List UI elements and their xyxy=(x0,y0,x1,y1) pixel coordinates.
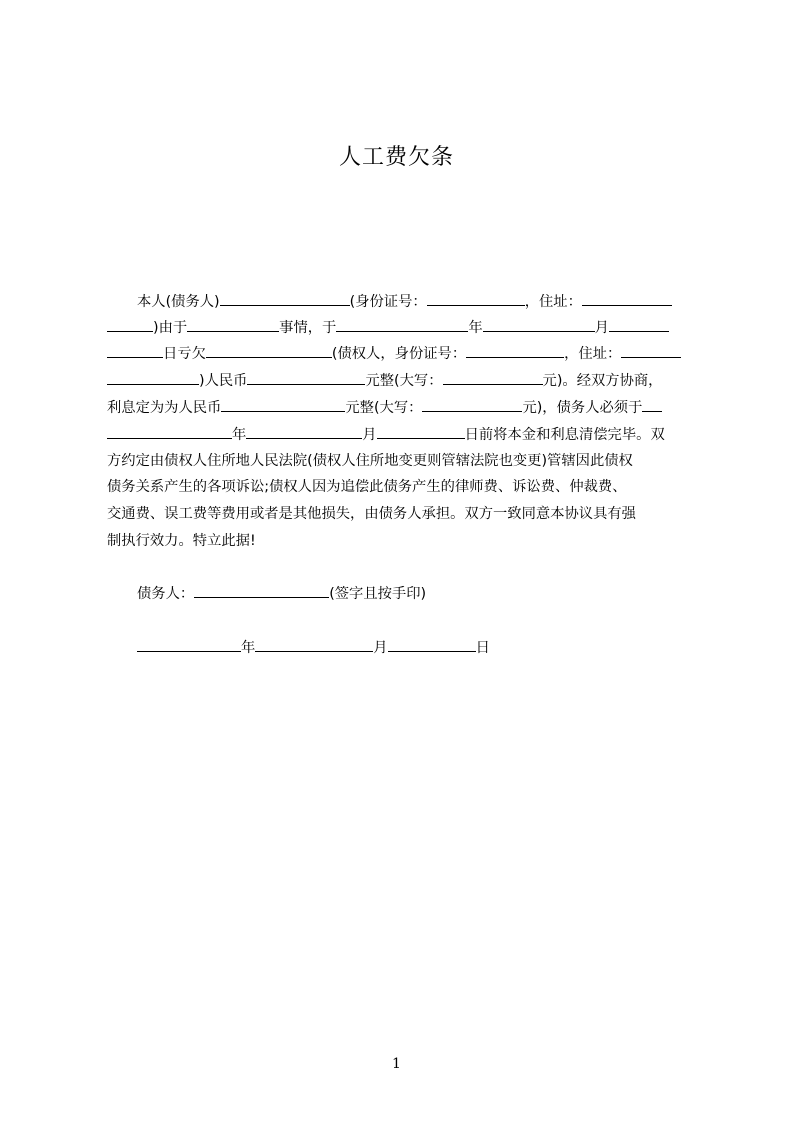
interest-capital-blank[interactable] xyxy=(422,396,522,412)
debtor-label: 本人(债务人) xyxy=(137,294,220,310)
page-number: 1 xyxy=(392,1056,401,1072)
signature-blank[interactable] xyxy=(194,582,329,598)
creditor-address-blank[interactable] xyxy=(621,342,681,358)
interest-capital-label: 元整(大写： xyxy=(345,400,423,416)
body-line-7: 方约定由债权人住所地人民法院(债权人住所地变更则管辖法院也变更)管辖因此债权 xyxy=(107,453,633,469)
sign-year-label: 年 xyxy=(241,640,256,656)
debtor-name-blank[interactable] xyxy=(220,290,350,306)
month-label: 月 xyxy=(594,320,609,336)
debtor-address-blank[interactable] xyxy=(582,290,672,306)
creditor-id-label: (债权人，身份证号： xyxy=(331,346,467,362)
month-blank[interactable] xyxy=(483,316,595,332)
year-blank[interactable] xyxy=(336,316,468,332)
body-line-3 xyxy=(107,342,700,364)
sign-day-blank[interactable] xyxy=(388,636,476,652)
interest-amount-blank[interactable] xyxy=(221,396,345,412)
sign-month-blank[interactable] xyxy=(255,636,373,652)
body-line-5 xyxy=(107,396,700,418)
deadline-day-blank[interactable] xyxy=(377,423,465,439)
day-blank-cont[interactable] xyxy=(107,342,163,358)
agreement-label: 元)。经双方协商， xyxy=(542,373,663,389)
sign-day-label: 日 xyxy=(475,640,490,656)
day-blank[interactable] xyxy=(609,316,669,332)
creditor-address-label: ，住址： xyxy=(564,346,622,362)
body-line-6 xyxy=(107,423,700,445)
deadline-clause: 日前将本金和利息清偿完毕。双 xyxy=(464,427,665,443)
address-label: ，住址： xyxy=(524,294,582,310)
debtor-address-blank-cont[interactable] xyxy=(107,316,153,332)
sign-month-label: 月 xyxy=(373,640,388,656)
body-line-4 xyxy=(107,369,700,391)
principal-amount-blank[interactable] xyxy=(247,369,365,385)
signature-line xyxy=(107,582,700,604)
creditor-id-blank[interactable] xyxy=(466,342,564,358)
deadline-label: 元)，债务人必须于 xyxy=(522,400,643,416)
creditor-name-blank[interactable] xyxy=(206,342,332,358)
debtor-id-blank[interactable] xyxy=(427,290,525,306)
principal-capital-blank[interactable] xyxy=(443,369,543,385)
signature-note: (签字且按手印) xyxy=(329,586,427,602)
owe-label: 日亏欠 xyxy=(163,346,206,362)
year-label: 年 xyxy=(468,320,483,336)
body-line-8: 债务关系产生的各项诉讼;债权人因为追偿此债务产生的律师费、诉讼费、仲裁费、 xyxy=(107,479,627,495)
creditor-address-blank-cont[interactable] xyxy=(107,369,199,385)
body-line-1 xyxy=(107,290,700,312)
body-line-9: 交通费、误工费等费用或者是其他损失，由债务人承担。双方一致同意本协议具有强 xyxy=(107,506,636,522)
deadline-month-label: 月 xyxy=(362,427,377,443)
deadline-year-label: 年 xyxy=(232,427,247,443)
date-line xyxy=(107,636,700,658)
body-line-2 xyxy=(107,316,700,338)
reason-blank[interactable] xyxy=(187,316,279,332)
signature-label: 债务人： xyxy=(137,586,195,602)
deadline-year-blank[interactable] xyxy=(642,396,662,412)
sign-year-blank[interactable] xyxy=(137,636,241,652)
reason-label: )由于 xyxy=(153,320,188,336)
principal-capital-label: 元整(大写： xyxy=(365,373,443,389)
document-title: 人工费欠条 xyxy=(338,145,454,170)
body-line-10: 制执行效力。特立此据! xyxy=(107,533,256,549)
matter-label: 事情，于 xyxy=(279,320,337,336)
deadline-year-blank-cont[interactable] xyxy=(107,423,232,439)
id-number-label: (身份证号： xyxy=(349,294,427,310)
rmb-label: )人民币 xyxy=(199,373,248,389)
interest-label: 利息定为为人民币 xyxy=(107,400,222,416)
deadline-month-blank[interactable] xyxy=(246,423,362,439)
